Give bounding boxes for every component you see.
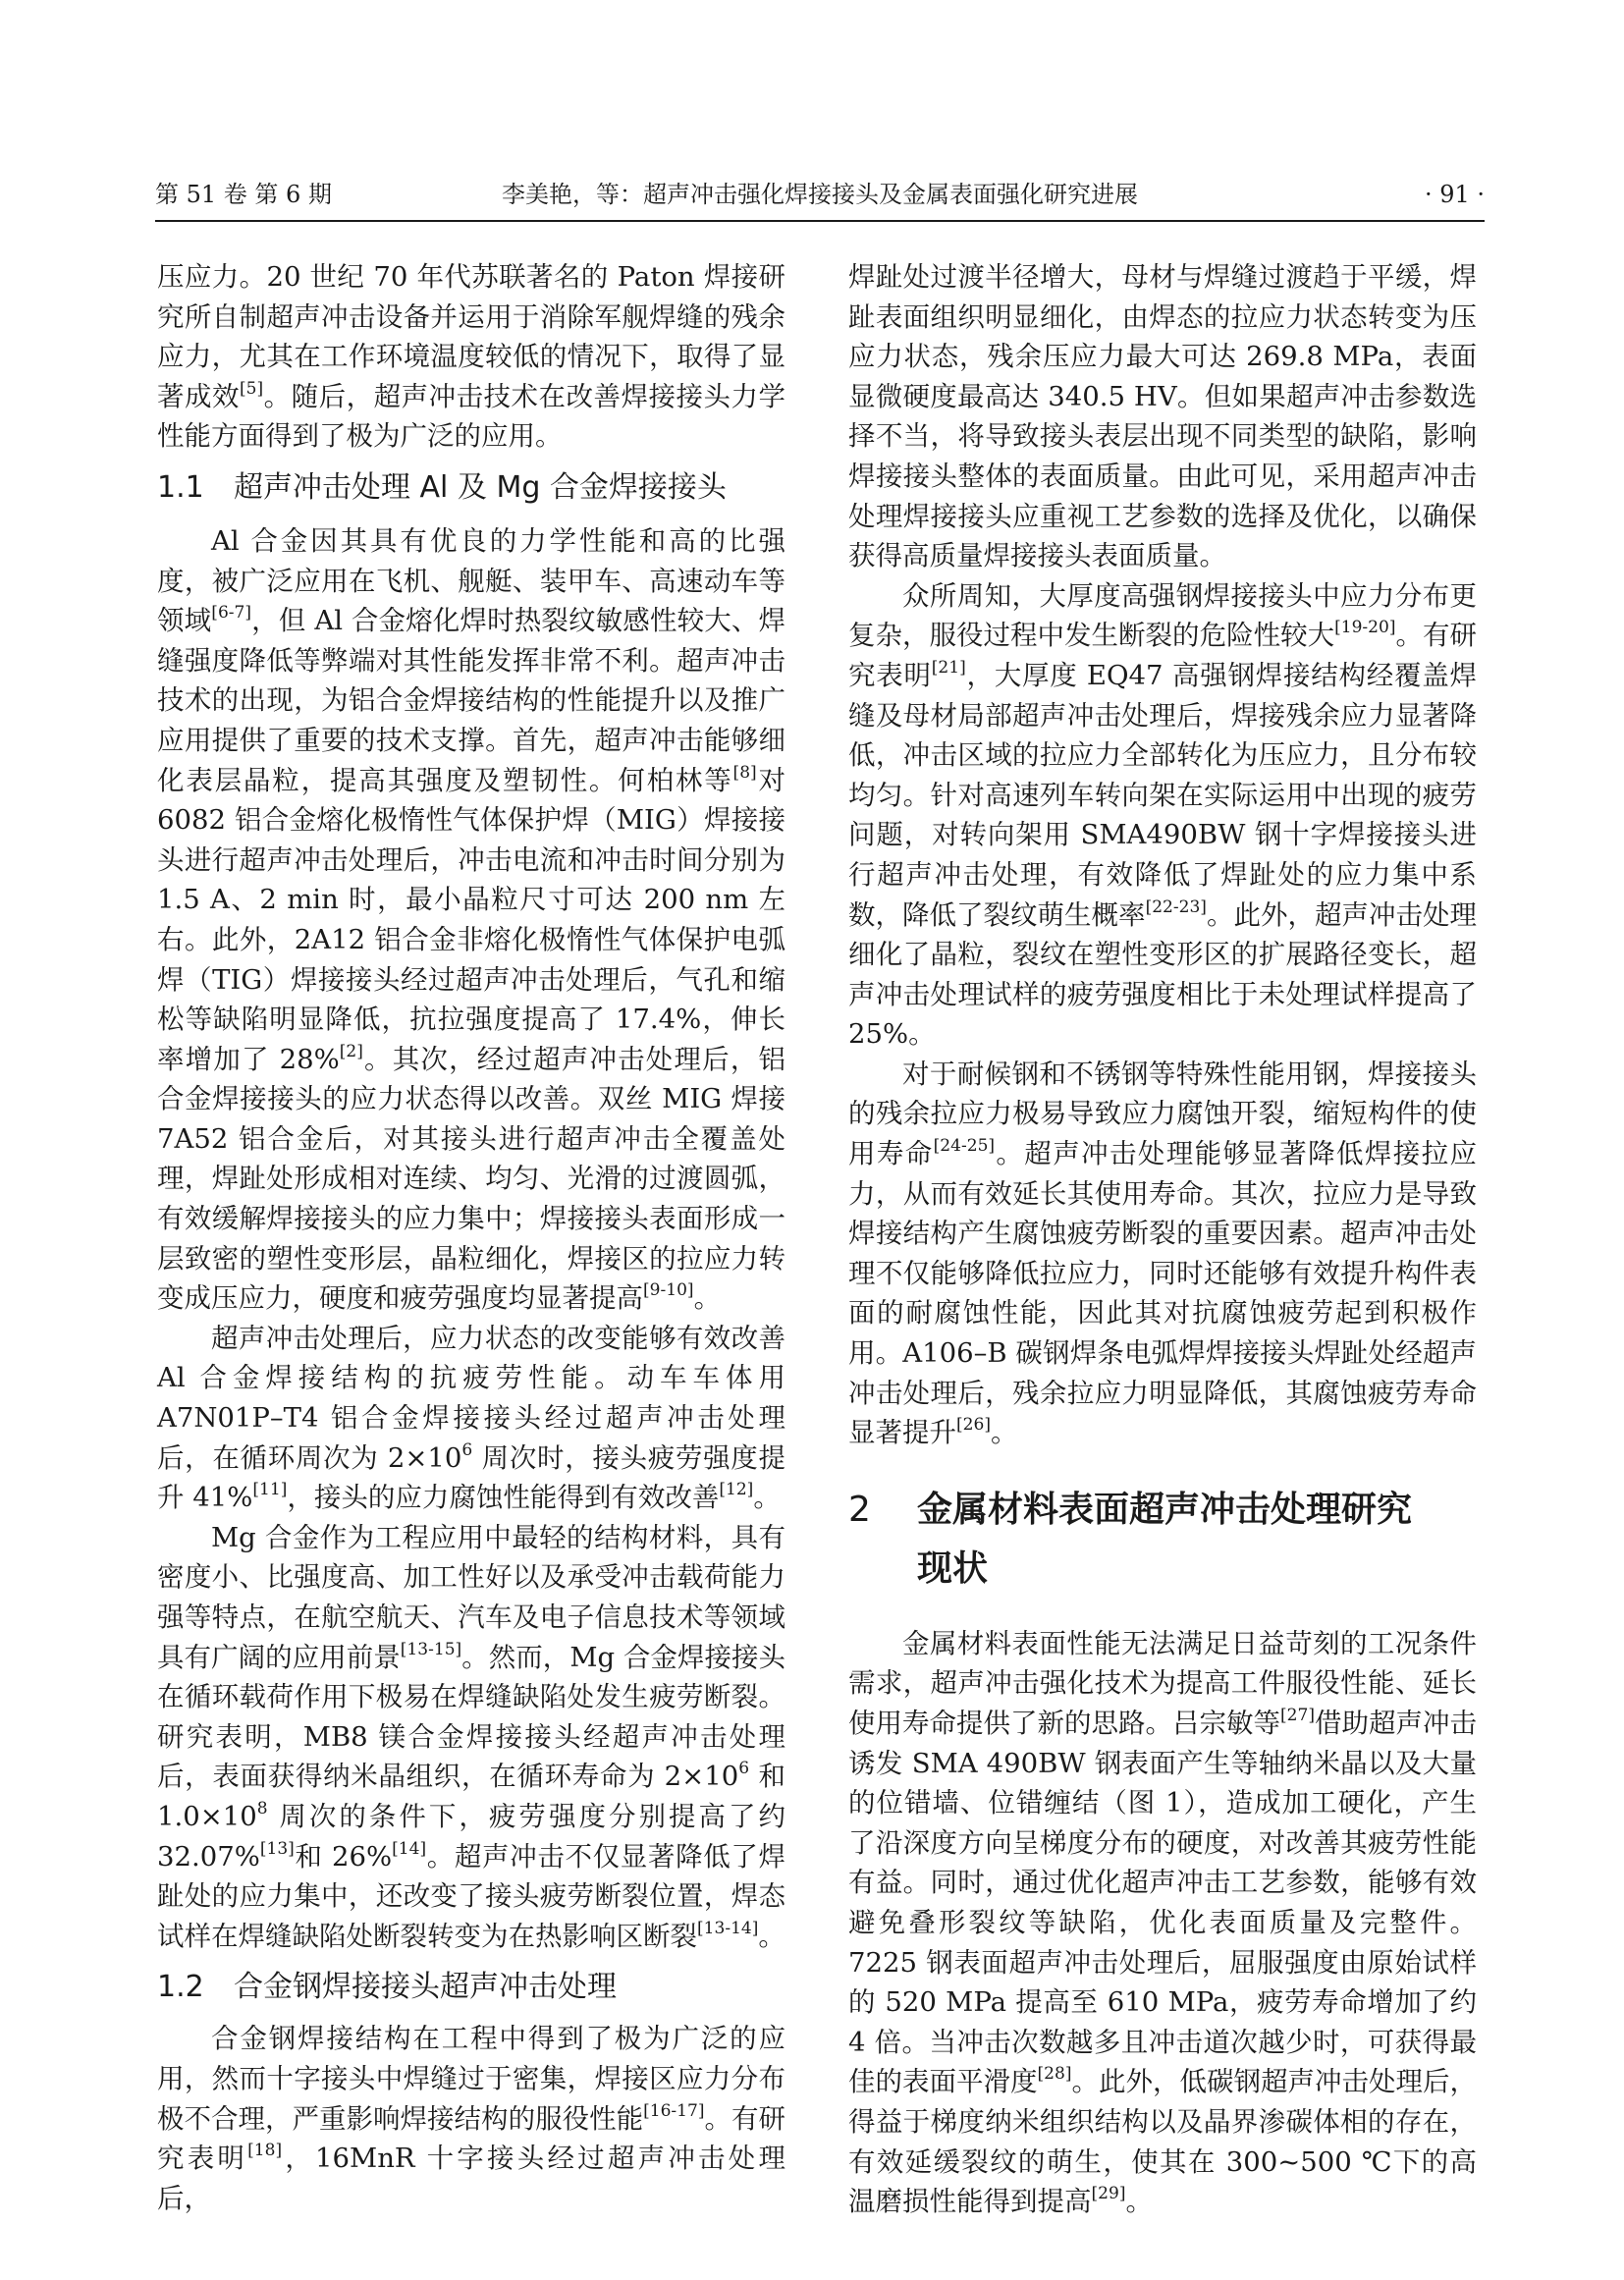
paragraph-continued: 焊趾处过渡半径增大，母材与焊缝过渡趋于平缓，焊趾表面组织明显细化，由焊态的拉应力状态转变为压应力状态，残余压应力最大可达 269.8 MPa，表面显微硬度最高达 340.5 HV。但如果超声冲击参数选择不当，将导致接头表层出现不同类型的缺陷，影响焊接接头整体的表面质量。由此可见，采用超声冲击处理焊接接头应重视工艺参数的选择及优化，以确保获得高质量焊接接头表面质量。	[848, 261, 1477, 572]
paragraph-continued: 压应力。20 世纪 70 年代苏联著名的 Paton 焊接研究所自制超声冲击设备并运用于消除军舰焊缝的残余应力，尤其在工作环境温度较低的情况下，取得了显著成效[5]。随后，超声冲击技术在改善焊接接头力学性能方面得到了极为广泛的应用。	[157, 261, 785, 453]
paragraph: 超声冲击处理后，应力状态的改变能够有效改善 Al 合金焊接结构的抗疲劳性能。动车车体用 A7N01P–T4 铝合金焊接接头经过超声冲击处理后，在循环周次为 $2\times 10^6$ 周次时，接头疲劳强度提升 41%[11]，接头的应力腐蚀性能得到有效改善[12]。	[157, 1322, 785, 1514]
citation[interactable]: [13-15]	[400, 1639, 462, 1659]
citation[interactable]: [13]	[259, 1838, 295, 1859]
section-heading-2: 2 金属材料表面超声冲击处理研究 现状	[848, 1489, 1413, 1589]
header-rule	[155, 220, 1485, 222]
paragraph: 合金钢焊接结构在工程中得到了极为广泛的应用，然而十字接头中焊缝过于密集，焊接区应力分布极不合理，严重影响焊接结构的服役性能[16-17]。有研究表明[18]，16MnR 十字接头经过超声冲击处理后，	[157, 2023, 785, 2214]
citation[interactable]: [5]	[239, 378, 264, 399]
citation[interactable]: [14]	[392, 1838, 427, 1859]
paragraph: 众所周知，大厚度高强钢焊接接头中应力分布更复杂，服役过程中发生断裂的危险性较大[19-20]。有研究表明[21]，大厚度 EQ47 高强钢焊接结构经覆盖焊缝及母材局部超声冲击处理后，焊接残余应力显著降低，冲击区域的拉应力全部转化为压应力，且分布较均匀。针对高速列车转向架在实际运用中出现的疲劳问题，对转向架用 SMA490BW 钢十字焊接接头进行超声冲击处理，有效降低了焊趾处的应力集中系数，降低了裂纹萌生概率[22-23]。此外，超声冲击处理细化了晶粒，裂纹在塑性变形区的扩展路径变长，超声冲击处理试样的疲劳强度相比于未处理试样提高了 25%。	[848, 579, 1478, 1051]
citation[interactable]: [29]	[1091, 2184, 1126, 2204]
citation[interactable]: [28]	[1037, 2064, 1072, 2085]
running-title: 李美艳，等：超声冲击强化焊接接头及金属表面强化研究进展	[502, 181, 1138, 208]
right-column	[848, 257, 1477, 2222]
citation[interactable]: [16-17]	[643, 2100, 705, 2121]
paragraph: Mg 合金作为工程应用中最轻的结构材料，具有密度小、比强度高、加工性好以及承受冲击载荷能力强等特点，在航空航天、汽车及电子信息技术等领域具有广阔的应用前景[13-15]。然而，Mg 合金焊接接头在循环载荷作用下极易在焊缝缺陷处发生疲劳断裂。研究表明，MB8 镁合金焊接接头经超声冲击处理后，表面获得纳米晶组织，在循环寿命为 $2\times 10^6$ 和 $1.0\times 10^8$ 周次的条件下，疲劳强度分别提高了约 32.07%[13]和 26%[14]。超声冲击不仅显著降低了焊趾处的应力集中，还改变了接头疲劳断裂位置，焊态试样在焊缝缺陷处断裂转变为在热影响区断裂[13-14]。	[157, 1521, 786, 1952]
page-number: · 91 ·	[1424, 181, 1485, 208]
citation[interactable]: [13-14]	[697, 1918, 759, 1938]
citation[interactable]: [8]	[732, 762, 757, 783]
section-heading-1-1: 1.1 超声冲击处理 Al 及 Mg 合金焊接接头	[157, 469, 727, 505]
paragraph: 对于耐候钢和不锈钢等特殊性能用钢，焊接接头的残余拉应力极易导致应力腐蚀开裂，缩短构件的使用寿命[24-25]。超声冲击处理能够显著降低焊接拉应力，从而有效延长其使用寿命。其次，拉应力是导致焊接结构产生腐蚀疲劳断裂的重要因素。超声冲击处理不仅能够降低拉应力，同时还能够有效提升构件表面的耐腐蚀性能，因此其对抗腐蚀疲劳起到积极作用。A106–B 碳钢焊条电弧焊焊接接头焊趾处经超声冲击处理后，残余拉应力明显降低，其腐蚀疲劳寿命显著提升[26]。	[848, 1058, 1478, 1449]
paragraph: Al 合金因其具有优良的力学性能和高的比强度，被广泛应用在飞机、舰艇、装甲车、高速动车等领域[6-7]，但 Al 合金熔化焊时热裂纹敏感性较大、焊缝强度降低等弊端对其性能发挥非常不利。超声冲击技术的出现，为铝合金焊接结构的性能提升以及推广应用提供了重要的技术支撑。首先，超声冲击能够细化表层晶粒，提高其强度及塑韧性。何柏林等[8]对 6082 铝合金熔化极惰性气体保护焊（MIG）焊接接头进行超声冲击处理后，冲击电流和冲击时间分别为 1.5 A、2 min 时，最小晶粒尺寸可达 200 nm 左右。此外，2A12 铝合金非熔化极惰性气体保护电弧焊（TIG）焊接接头经过超声冲击处理后，气孔和缩松等缺陷明显降低，抗拉强度提高了 17.4%，伸长率增加了 28%[2]。其次，经过超声冲击处理后，铝合金焊接接头的应力状态得以改善。双丝 MIG 焊接 7A52 铝合金后，对其接头进行超声冲击全覆盖处理，焊趾处形成相对连续、均匀、光滑的过渡圆弧，有效缓解焊接接头的应力集中；焊接接头表面形成一层致密的塑性变形层，晶粒细化，焊接区的拉应力转变成压应力，硬度和疲劳强度均显著提高[9-10]。	[157, 524, 786, 1315]
citation[interactable]: [24-25]	[933, 1136, 996, 1157]
section-heading-1-2: 1.2 合金钢焊接接头超声冲击处理	[157, 1970, 617, 2005]
citation[interactable]: [9-10]	[643, 1280, 694, 1301]
citation[interactable]: [12]	[719, 1480, 754, 1500]
citation[interactable]: [11]	[252, 1480, 288, 1500]
citation[interactable]: [26]	[956, 1415, 991, 1436]
citation[interactable]: [22-23]	[1145, 896, 1207, 917]
citation[interactable]: [6-7]	[211, 603, 252, 624]
citation[interactable]: [19-20]	[1334, 618, 1396, 638]
journal-volume-issue: 第 51 卷 第 6 期	[155, 181, 332, 208]
paragraph: 金属材料表面性能无法满足日益苛刻的工况条件需求，超声冲击强化技术为提高工件服役性能、延长使用寿命提供了新的思路。吕宗敏等[27]借助超声冲击诱发 SMA 490BW 钢表面产生等轴纳米晶以及大量的位错墙、位错缠结（图 1），造成加工硬化，产生了沿深度方向呈梯度分布的硬度，对改善其疲劳性能有益。同时，通过优化超声冲击工艺参数，能够有效避免叠形裂纹等缺陷，优化表面质量及完整件。7225 钢表面超声冲击处理后，屈服强度由原始试样的 520 MPa 提高至 610 MPa，疲劳寿命增加了约 4 倍。当冲击次数越多且冲击道次越少时，可获得最佳的表面平滑度[28]。此外，低碳钢超声冲击处理后，得益于梯度纳米组织结构以及晶界渗碳体相的存在，有效延缓裂纹的萌生，使其在 300~500 ℃下的高温磨损性能得到提高[29]。	[848, 1627, 1478, 2218]
citation[interactable]: [2]	[339, 1041, 363, 1061]
citation[interactable]: [21]	[931, 658, 966, 679]
citation[interactable]: [18]	[247, 2141, 283, 2161]
citation[interactable]: [27]	[1280, 1706, 1315, 1726]
running-header	[155, 173, 1485, 216]
left-column	[157, 257, 785, 2218]
